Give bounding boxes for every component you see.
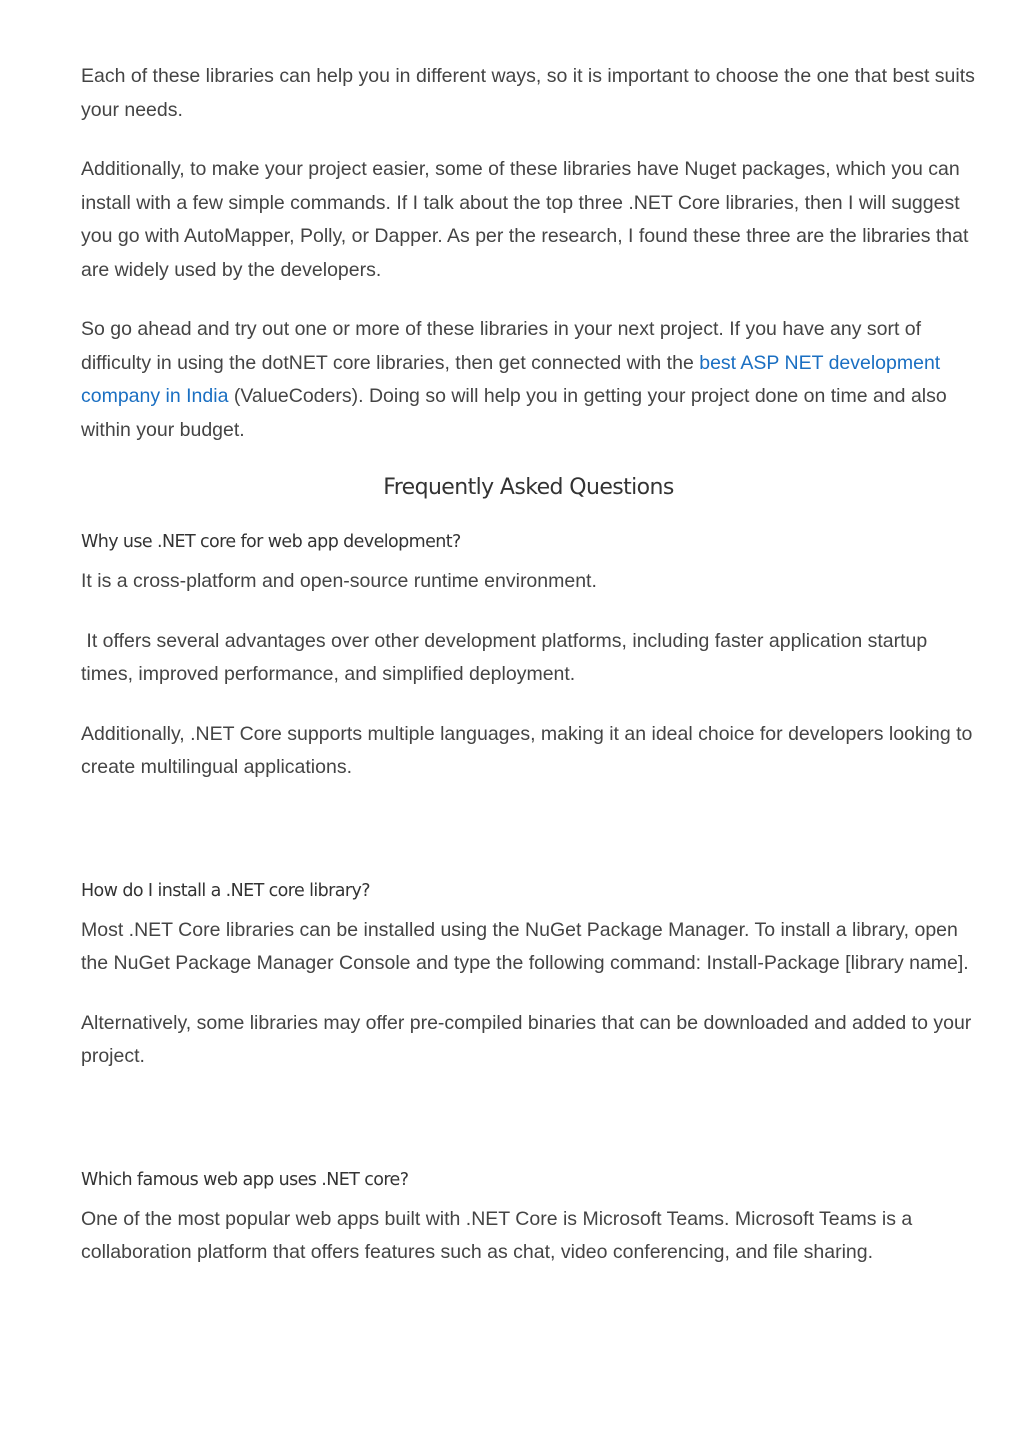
faq-answer-1-paragraph-2: It offers several advantages over other development platforms, including faster application startup times, improved performance, and simplified deployment. xyxy=(81,629,933,685)
faq-answer-2-paragraph-2: Alternatively, some libraries may offer pre-compiled binaries that can be downloaded and added to your project. xyxy=(81,1011,972,1067)
intro-paragraph-2: Additionally, to make your project easier, some of these libraries have Nuget packages, which you can install with a few simple commands. If I talk about the top three .NET Core libraries, then I will suggest you go with AutoMapper, Polly, or Dapper. As per the research, I found these three are the libraries that are widely used by the developers. xyxy=(81,158,969,281)
faq-answer-3-paragraph-1: One of the most popular web apps built with .NET Core is Microsoft Teams. Microsoft Teams is a collaboration platform that offers features such as chat, video conferencing, and file sharing. xyxy=(81,1207,913,1263)
faq-question-2: How do I install a .NET core library? xyxy=(81,880,370,901)
section-spacer xyxy=(81,1100,976,1167)
faq-question-3: Which famous web app uses .NET core? xyxy=(81,1169,409,1190)
faq-question-1: Why use .NET core for web app development? xyxy=(81,532,461,552)
asp-net-company-link[interactable]: best ASP NET development company in India xyxy=(81,351,941,407)
faq-answer-1-paragraph-1: It is a cross-platform and open-source runtime environment. xyxy=(81,570,597,592)
faq-answer-2-paragraph-1: Most .NET Core libraries can be installed using the NuGet Package Manager. To install a library, open the NuGet Package Manager Console and type the following command: Install-Package [library name]. xyxy=(81,918,969,974)
faq-heading: Frequently Asked Questions xyxy=(383,475,674,500)
faq-answer-1-paragraph-3: Additionally, .NET Core supports multiple languages, making it an ideal choice for developers looking to create multilingual applications. xyxy=(81,722,973,778)
intro-paragraph-3-text-after: (ValueCoders). Doing so will help you in getting your project done on time and also within your budget. xyxy=(81,385,947,441)
intro-paragraph-3-text-before: So go ahead and try out one or more of these libraries in your next project. If you have any sort of difficulty in using the dotNET core libraries, then get connected with the xyxy=(81,318,922,374)
intro-paragraph-1: Each of these libraries can help you in different ways, so it is important to choose the one that best suits your needs. xyxy=(81,65,975,121)
article-body xyxy=(81,60,976,1296)
intro-paragraph-3 xyxy=(81,313,976,447)
section-spacer xyxy=(81,811,976,878)
